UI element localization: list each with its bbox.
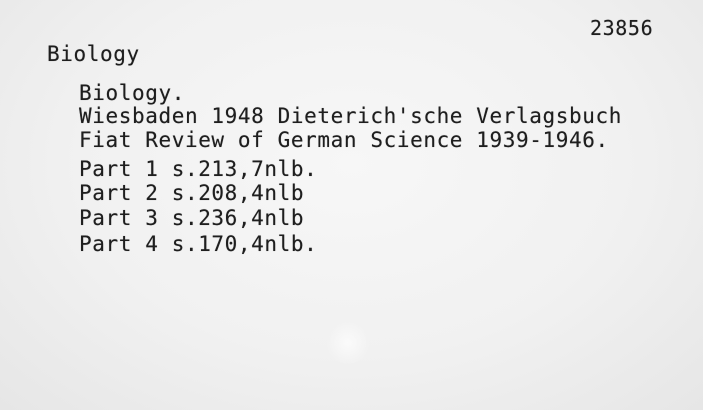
imprint-line: Wiesbaden 1948 Dieterich'sche Verlagsbuch — [79, 104, 622, 128]
part-line: Part 2 s.208,4nlb — [79, 181, 305, 205]
part-line: Part 3 s.236,4nlb — [79, 206, 305, 230]
subject-heading: Biology — [47, 42, 140, 66]
paper-smudge — [325, 322, 371, 364]
part-line: Part 4 s.170,4nlb. — [79, 232, 318, 256]
part-line: Part 1 s.213,7nlb. — [79, 157, 318, 181]
title-line: Biology. — [79, 81, 185, 105]
accession-number: 23856 — [590, 16, 654, 40]
series-line: Fiat Review of German Science 1939-1946. — [79, 128, 609, 152]
